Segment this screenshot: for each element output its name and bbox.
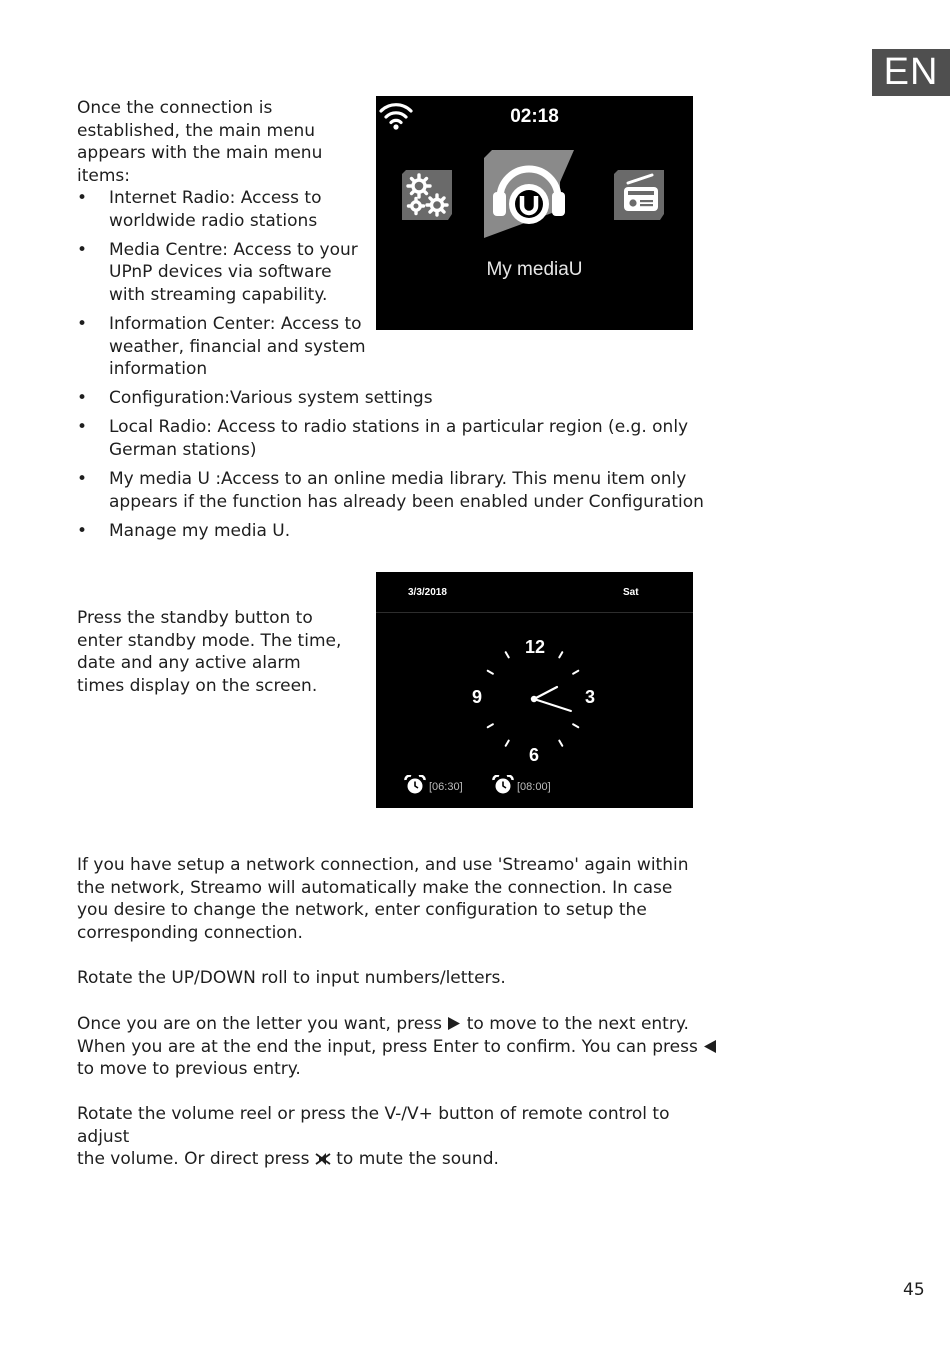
- radio-icon: [614, 170, 664, 220]
- mediau-headphones-icon: [484, 150, 574, 240]
- analog-clock: [376, 572, 693, 808]
- left-arrow-icon: [703, 1040, 717, 1053]
- list-item: • Information Center: Access to weather, financial and system information: [77, 313, 371, 381]
- entry-text-3: When you are at the end the input, press Enter to confirm. You can press: [77, 1036, 698, 1057]
- volume-text-3: to mute the sound.: [336, 1149, 499, 1170]
- clock-numeral-9: 9: [471, 687, 483, 707]
- list-item: • Configuration:Various system settings: [77, 387, 717, 410]
- entry-paragraph: [77, 1013, 727, 1081]
- minute-hand: [534, 699, 571, 711]
- clock-center: [531, 696, 537, 702]
- volume-text-2: the volume. Or direct press: [77, 1149, 310, 1170]
- list-item: • Internet Radio: Access to worldwide radio stations: [77, 187, 371, 232]
- list-item: • Media Centre: Access to your UPnP devices via software with streaming capability.: [77, 239, 371, 307]
- entry-text-1: Once you are on the letter you want, press: [77, 1014, 442, 1034]
- alarm-time-1: [06:30]: [429, 781, 463, 793]
- rotate-paragraph: Rotate the UP/DOWN roll to input numbers/letters.: [77, 968, 506, 988]
- main-menu-screen: [376, 96, 693, 330]
- alarm-clock-icon: [492, 775, 514, 795]
- alarm-time-2: [08:00]: [517, 781, 551, 793]
- settings-gears-icon: [402, 170, 452, 220]
- clock-numeral-6: 6: [528, 745, 540, 765]
- mute-icon: [315, 1152, 331, 1166]
- clock-numeral-12: 12: [524, 637, 546, 657]
- volume-text-1: Rotate the volume reel or press the V-/V+ button of remote control to adjust: [77, 1104, 670, 1147]
- date-display: 3/3/2018: [408, 587, 447, 598]
- list-item: • My media U :Access to an online media library. This menu item only appears if the function has already been enabled under Configuration: [77, 468, 717, 513]
- volume-paragraph: [77, 1103, 727, 1171]
- list-item: • Manage my media U.: [77, 520, 717, 543]
- standby-clock-screen: [376, 572, 693, 808]
- clock-numeral-3: 3: [584, 687, 596, 707]
- intro-text: Once the connection is established, the main menu appears with the main menu items:: [77, 98, 323, 186]
- entry-text-4: to move to previous entry.: [77, 1059, 301, 1080]
- time-display: 02:18: [510, 106, 559, 127]
- alarm-clock-icon: [404, 775, 426, 795]
- right-arrow-icon: [447, 1017, 461, 1030]
- network-paragraph: If you have setup a network connection, and use 'Streamo' again within the network, Streamo will automatically make the connection. In case you desire to change the network, enter configuration to setup the corresponding connection.: [77, 855, 689, 943]
- list-item: • Local Radio: Access to radio stations in a particular region (e.g. only German stations): [77, 416, 717, 461]
- entry-text-2: to move to the next entry.: [466, 1014, 689, 1034]
- language-tab: EN: [872, 49, 950, 96]
- standby-text: Press the standby button to enter standby mode. The time, date and any active alarm times display on the screen.: [77, 608, 342, 696]
- selected-menu-label: My mediaU: [486, 259, 583, 280]
- day-display: Sat: [623, 587, 639, 598]
- hour-hand: [534, 687, 557, 699]
- page-number: 45: [903, 1280, 925, 1300]
